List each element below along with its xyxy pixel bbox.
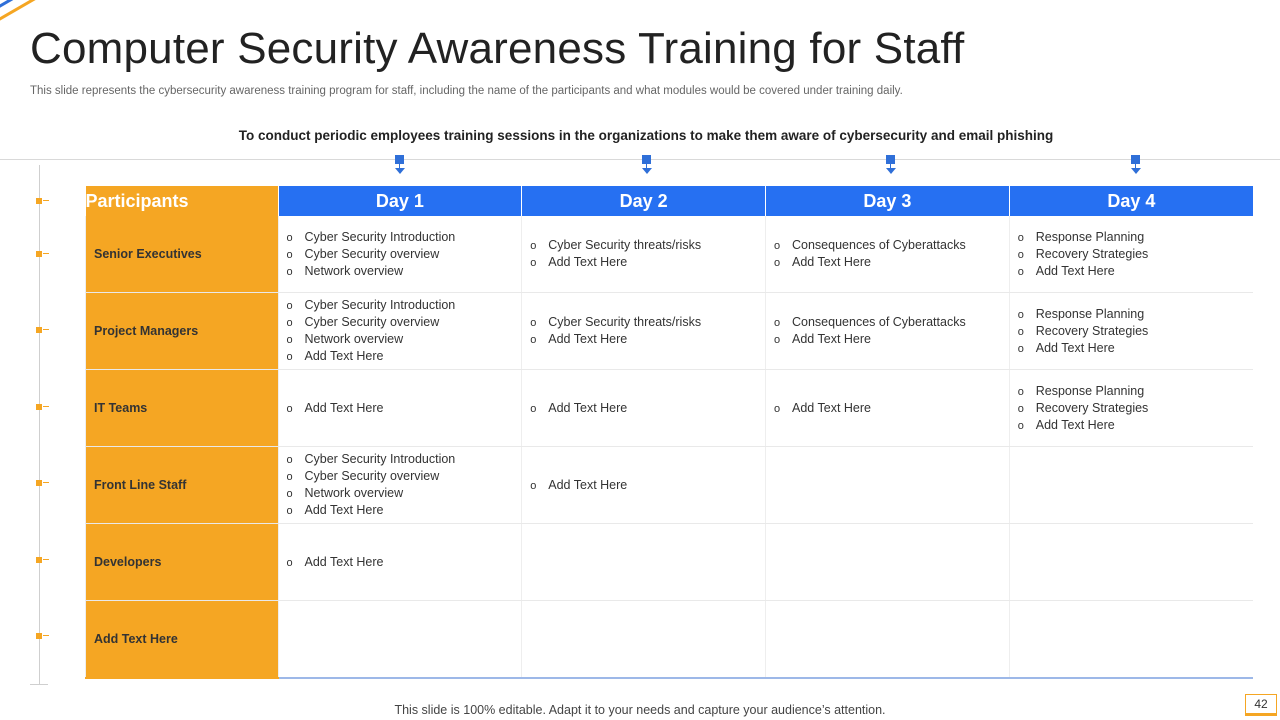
- timeline-marker-icon: [36, 327, 50, 333]
- timeline-line: [39, 165, 40, 685]
- list-item: [774, 331, 1009, 348]
- day-4-arrow-icon: [1131, 155, 1141, 175]
- day-2-header: Day 2: [522, 186, 766, 216]
- list-item: [1018, 323, 1253, 340]
- module-text: Network overview: [304, 263, 404, 278]
- bullet-icon: o: [530, 257, 537, 269]
- participant-label: Developers: [86, 524, 279, 601]
- module-cell: [522, 447, 766, 524]
- table-header-row: [86, 186, 1254, 216]
- list-item: [287, 263, 522, 280]
- list-item: [1018, 383, 1253, 400]
- timeline-marker-icon: [36, 557, 50, 563]
- module-text: Add Text Here: [792, 255, 871, 269]
- module-cell: [1009, 293, 1253, 370]
- module-text: Add Text Here: [304, 400, 384, 415]
- module-text: Add Text Here: [792, 332, 871, 346]
- list-item: [287, 331, 522, 348]
- participants-header: Participants: [86, 186, 279, 216]
- list-item: [287, 451, 522, 468]
- module-list: [530, 400, 765, 417]
- module-text: Add Text Here: [304, 554, 384, 569]
- module-cell: [278, 524, 522, 601]
- list-item: [287, 348, 522, 365]
- participant-label: Add Text Here: [86, 601, 279, 679]
- table-row: [86, 216, 1254, 293]
- module-list: [530, 237, 765, 271]
- table-row: [86, 524, 1254, 601]
- module-cell: [278, 293, 522, 370]
- module-cell: [522, 370, 766, 447]
- day-4-header: Day 4: [1009, 186, 1253, 216]
- list-item: [1018, 229, 1253, 246]
- bullet-icon: o: [1017, 402, 1024, 415]
- module-text: Response Planning: [1035, 383, 1145, 398]
- list-item: [530, 254, 765, 271]
- bullet-icon: o: [286, 505, 293, 517]
- module-text: Network overview: [304, 486, 404, 500]
- divider-line: [0, 159, 1280, 160]
- module-text: Add Text Here: [1035, 340, 1115, 355]
- list-item: [1018, 306, 1253, 323]
- list-item: [287, 297, 522, 314]
- timeline-marker-icon: [36, 404, 50, 410]
- list-item: [287, 400, 522, 417]
- participant-label: Senior Executives: [86, 216, 279, 293]
- bullet-icon: o: [286, 351, 293, 363]
- table-row: [86, 370, 1254, 447]
- list-item: [530, 314, 765, 331]
- list-item: [530, 237, 765, 254]
- bullet-icon: o: [286, 334, 293, 346]
- module-list: [287, 554, 522, 571]
- table-row: [86, 601, 1254, 679]
- module-cell: [522, 601, 766, 679]
- module-cell: [1009, 216, 1253, 293]
- bullet-icon: o: [286, 265, 293, 278]
- module-text: Recovery Strategies: [1035, 400, 1149, 415]
- bullet-icon: o: [1017, 325, 1024, 338]
- module-cell: [766, 293, 1010, 370]
- module-list: [774, 400, 1009, 417]
- page-subtitle: This slide represents the cybersecurity awareness training program for staff, including the name of the participants and what modules would be covered under training daily.: [30, 85, 903, 97]
- module-text: Response Planning: [1035, 306, 1145, 321]
- participant-label: Project Managers: [86, 293, 279, 370]
- bullet-icon: o: [530, 317, 537, 329]
- module-list: [287, 400, 522, 417]
- bullet-icon: o: [1017, 342, 1024, 355]
- bullet-icon: o: [1017, 248, 1024, 261]
- day-3-arrow-icon: [886, 155, 896, 175]
- module-text: Cyber Security overview: [304, 315, 440, 329]
- list-item: [1018, 400, 1253, 417]
- participant-label: IT Teams: [86, 370, 279, 447]
- list-item: [1018, 417, 1253, 434]
- module-text: Add Text Here: [548, 332, 628, 346]
- module-text: Consequences of Cyberattacks: [792, 238, 966, 252]
- objective-statement: To conduct periodic employees training sessions in the organizations to make them aware of cybersecurity and email phishing: [238, 128, 1054, 143]
- bullet-icon: o: [774, 402, 781, 415]
- list-item: [287, 468, 522, 485]
- list-item: [774, 314, 1009, 331]
- bullet-icon: o: [774, 334, 781, 346]
- list-item: [287, 229, 522, 246]
- list-item: [287, 502, 522, 519]
- module-cell: [766, 447, 1010, 524]
- bullet-icon: o: [286, 300, 293, 312]
- module-text: Add Text Here: [548, 255, 628, 269]
- module-text: Response Planning: [1035, 229, 1145, 244]
- list-item: [530, 477, 765, 494]
- module-list: [774, 237, 1009, 271]
- page-number-underline: [1245, 714, 1277, 716]
- module-cell: [278, 601, 522, 679]
- module-list: [1018, 229, 1253, 280]
- training-schedule-table: [85, 186, 1253, 679]
- bullet-icon: o: [286, 454, 293, 466]
- bullet-icon: o: [530, 334, 537, 346]
- module-text: Add Text Here: [304, 503, 384, 517]
- bullet-icon: o: [286, 231, 293, 244]
- module-cell: [1009, 370, 1253, 447]
- bullet-icon: o: [530, 240, 537, 252]
- table-row: [86, 293, 1254, 370]
- list-item: [1018, 246, 1253, 263]
- list-item: [287, 314, 522, 331]
- module-list: [287, 451, 522, 519]
- module-list: [287, 229, 522, 280]
- timeline-marker-icon: [36, 480, 50, 486]
- module-cell: [522, 293, 766, 370]
- module-cell: [766, 524, 1010, 601]
- page-number: 42: [1245, 694, 1277, 714]
- module-text: Cyber Security Introduction: [304, 452, 456, 466]
- module-cell: [766, 216, 1010, 293]
- bullet-icon: o: [286, 248, 293, 261]
- module-cell: [1009, 524, 1253, 601]
- timeline-marker-icon: [36, 198, 50, 204]
- footer-note: This slide is 100% editable. Adapt it to your needs and capture your audience’s attention.: [394, 703, 886, 717]
- timeline-marker-icon: [36, 633, 50, 639]
- table-row: [86, 447, 1254, 524]
- bullet-icon: o: [530, 479, 537, 492]
- bullet-icon: o: [1017, 308, 1024, 321]
- module-text: Add Text Here: [792, 400, 871, 415]
- bullet-icon: o: [286, 402, 293, 415]
- module-list: [287, 297, 522, 365]
- bullet-icon: o: [286, 488, 293, 500]
- module-text: Add Text Here: [304, 349, 384, 363]
- list-item: [774, 254, 1009, 271]
- day-1-arrow-icon: [395, 155, 405, 175]
- module-list: [774, 314, 1009, 348]
- module-text: Cyber Security overview: [304, 469, 440, 483]
- module-text: Cyber Security Introduction: [304, 298, 456, 312]
- module-text: Cyber Security Introduction: [304, 229, 456, 244]
- bullet-icon: o: [774, 317, 781, 329]
- module-cell: [278, 216, 522, 293]
- bullet-icon: o: [530, 402, 537, 415]
- list-item: [287, 485, 522, 502]
- day-2-arrow-icon: [642, 155, 652, 175]
- module-text: Recovery Strategies: [1035, 323, 1149, 338]
- bullet-icon: o: [286, 317, 293, 329]
- day-3-header: Day 3: [766, 186, 1010, 216]
- module-cell: [278, 447, 522, 524]
- participant-label: Front Line Staff: [86, 447, 279, 524]
- module-cell: [1009, 447, 1253, 524]
- module-cell: [522, 216, 766, 293]
- list-item: [287, 246, 522, 263]
- module-text: Consequences of Cyberattacks: [792, 315, 966, 329]
- module-cell: [766, 370, 1010, 447]
- timeline-end-cap: [30, 684, 48, 685]
- module-text: Cyber Security threats/risks: [548, 315, 702, 329]
- module-list: [1018, 306, 1253, 357]
- bullet-icon: o: [1017, 265, 1024, 278]
- list-item: [1018, 263, 1253, 280]
- module-text: Add Text Here: [1035, 263, 1115, 278]
- bullet-icon: o: [286, 556, 293, 569]
- list-item: [774, 237, 1009, 254]
- module-list: [530, 314, 765, 348]
- module-text: Cyber Security overview: [304, 246, 440, 261]
- module-cell: [1009, 601, 1253, 679]
- module-text: Cyber Security threats/risks: [548, 238, 702, 252]
- timeline-marker-icon: [36, 251, 50, 257]
- module-text: Add Text Here: [548, 477, 628, 492]
- list-item: [287, 554, 522, 571]
- list-item: [530, 331, 765, 348]
- module-list: [530, 477, 765, 494]
- module-text: Add Text Here: [1035, 417, 1115, 432]
- bullet-icon: o: [1017, 419, 1024, 432]
- module-list: [1018, 383, 1253, 434]
- day-1-header: Day 1: [278, 186, 522, 216]
- bullet-icon: o: [774, 240, 781, 252]
- list-item: [774, 400, 1009, 417]
- module-cell: [522, 524, 766, 601]
- bullet-icon: o: [1017, 385, 1024, 398]
- page-title: Computer Security Awareness Training for Staff: [30, 24, 965, 73]
- module-text: Add Text Here: [548, 400, 628, 415]
- module-cell: [766, 601, 1010, 679]
- bullet-icon: o: [1017, 231, 1024, 244]
- list-item: [530, 400, 765, 417]
- module-text: Network overview: [304, 332, 404, 346]
- bullet-icon: o: [774, 257, 781, 269]
- bullet-icon: o: [286, 471, 293, 483]
- list-item: [1018, 340, 1253, 357]
- module-cell: [278, 370, 522, 447]
- module-text: Recovery Strategies: [1035, 246, 1149, 261]
